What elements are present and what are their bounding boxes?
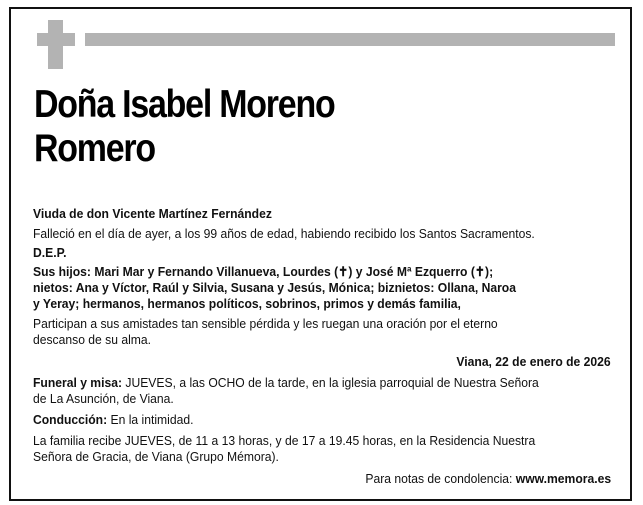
funeral-label: Funeral y misa:	[33, 375, 123, 390]
family-line-3: y Yeray; hermanos, hermanos políticos, sobrinos, primos y demás familia,	[33, 296, 461, 311]
family-line-2: nietos: Ana y Víctor, Raúl y Silvia, Susana y Jesús, Mónica; biznietos: Ollana, Naroa	[33, 280, 516, 295]
deceased-name-line2: Romero	[34, 127, 155, 170]
request-line-2: descanso de su alma.	[33, 332, 152, 347]
condolences-label: Para notas de condolencia:	[365, 471, 516, 486]
request-line-1: Participan a sus amistades tan sensible pérdida y les ruegan una oración por el eterno	[33, 316, 498, 331]
condolences-link[interactable]: www.memora.es	[515, 471, 611, 486]
rip-label: D.E.P.	[33, 245, 67, 260]
funeral-line-1	[33, 375, 539, 391]
death-notice: Falleció en el día de ayer, a los 99 años de edad, habiendo recibido los Santos Sacramentos.	[33, 226, 535, 241]
place-date: Viana, 22 de enero de 2026	[456, 354, 611, 369]
header-rule	[85, 33, 615, 46]
funeral-line-2: de La Asunción, de Viana.	[33, 391, 174, 406]
condolences	[365, 471, 611, 487]
conduction	[33, 412, 193, 428]
funeral-details: JUEVES, a las OCHO de la tarde, en la iglesia parroquial de Nuestra Señora	[122, 375, 539, 390]
conduction-value: En la intimidad.	[107, 412, 194, 427]
visitation-line-1: La familia recibe JUEVES, de 11 a 13 horas, y de 17 a 19.45 horas, en la Residencia Nuestra	[33, 433, 536, 448]
conduction-label: Conducción:	[33, 412, 108, 427]
deceased-name-line1: Doña Isabel Moreno	[34, 83, 335, 126]
visitation-line-2: Señora de Gracia, de Viana (Grupo Mémora).	[33, 449, 279, 464]
family-line-1: Sus hijos: Mari Mar y Fernando Villanueva, Lourdes (✝) y José Mª Ezquerro (✝);	[33, 264, 494, 279]
widow-of: Viuda de don Vicente Martínez Fernández	[33, 206, 272, 221]
cross-icon-arm	[37, 33, 75, 46]
